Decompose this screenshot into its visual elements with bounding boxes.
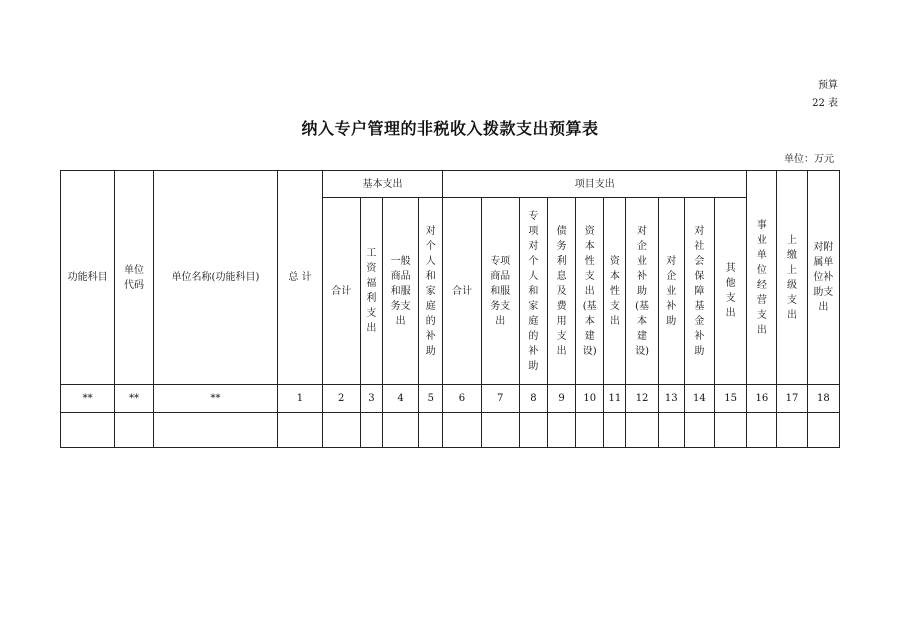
header-subsidiary-subsidy: 对附 属单 位补 助支 出 [807, 171, 839, 385]
header-project-social-security: 对 社 会 保 障 基 金 补 助 [684, 198, 714, 385]
column-number: 17 [777, 385, 807, 413]
table-cell [684, 413, 714, 448]
table-cell [547, 413, 575, 448]
header-function-subject: 功能科目 [61, 171, 115, 385]
header-project-personal-subsidy: 专 项 对 个 人 和 家 庭 的 补 助 [519, 198, 547, 385]
header-project-capital-infra: 资 本 性 支 出 (基 本 建 设) [576, 198, 604, 385]
header-project-total: 合计 [443, 198, 481, 385]
column-number: 4 [382, 385, 418, 413]
column-number: 2 [322, 385, 360, 413]
header-grand-total: 总 计 [278, 171, 322, 385]
header-project-expenditure: 项目支出 [443, 171, 747, 198]
column-number: 8 [519, 385, 547, 413]
table-cell [115, 413, 153, 448]
header-project-debt-interest: 债 务 利 息 及 费 用 支 出 [547, 198, 575, 385]
header-basic-expenditure: 基本支出 [322, 171, 443, 198]
table-cell [360, 413, 382, 448]
header-project-goods-services: 专项 商品 和服 务支 出 [481, 198, 519, 385]
table-cell [576, 413, 604, 448]
header-business-unit-operation: 事 业 单 位 经 营 支 出 [747, 171, 777, 385]
column-number: ** [115, 385, 153, 413]
table-cell [61, 413, 115, 448]
column-number: 18 [807, 385, 839, 413]
column-number: 14 [684, 385, 714, 413]
table-cell [278, 413, 322, 448]
unit-label: 单位：万元 [784, 154, 834, 165]
header-unit-name: 单位名称(功能科目) [153, 171, 278, 385]
header-basic-salary: 工 资 福 利 支 出 [360, 198, 382, 385]
table-cell [604, 413, 626, 448]
table-cell [419, 413, 443, 448]
header-project-capital: 资 本 性 支 出 [604, 198, 626, 385]
table-cell [382, 413, 418, 448]
column-number: 10 [576, 385, 604, 413]
table-cell [443, 413, 481, 448]
header-row-groups [61, 171, 840, 198]
table-cell [322, 413, 360, 448]
table-cell [658, 413, 684, 448]
table-cell [777, 413, 807, 448]
table-cell [153, 413, 278, 448]
column-number-row [61, 385, 840, 413]
table-row [61, 413, 840, 448]
header-unit-code: 单位 代码 [115, 171, 153, 385]
header-basic-personal-subsidy: 对 个 人 和 家 庭 的 补 助 [419, 198, 443, 385]
table-cell [626, 413, 658, 448]
column-number: 12 [626, 385, 658, 413]
table-cell [715, 413, 747, 448]
column-number: 11 [604, 385, 626, 413]
header-upper-level-remittance: 上 缴 上 级 支 出 [777, 171, 807, 385]
header-project-enterprise-infra: 对 企 业 补 助 (基 本 建 设) [626, 198, 658, 385]
column-number: 6 [443, 385, 481, 413]
column-number: 5 [419, 385, 443, 413]
column-number: 3 [360, 385, 382, 413]
table-number-label: 22 表 [812, 98, 838, 109]
header-project-enterprise: 对 企 业 补 助 [658, 198, 684, 385]
column-number: ** [153, 385, 278, 413]
header-project-other: 其 他 支 出 [715, 198, 747, 385]
column-number: 1 [278, 385, 322, 413]
column-number: 13 [658, 385, 684, 413]
table-cell [807, 413, 839, 448]
table-cell [747, 413, 777, 448]
column-number: 15 [715, 385, 747, 413]
column-number: ** [61, 385, 115, 413]
page-title: 纳入专户管理的非税收入拨款支出预算表 [301, 119, 599, 138]
column-number: 9 [547, 385, 575, 413]
table-cell [481, 413, 519, 448]
header-basic-goods-services: 一般 商品 和服 务支 出 [382, 198, 418, 385]
budget-table [60, 170, 840, 448]
table-cell [519, 413, 547, 448]
column-number: 7 [481, 385, 519, 413]
header-basic-total: 合计 [322, 198, 360, 385]
table-code-label: 预算 [818, 80, 838, 91]
column-number: 16 [747, 385, 777, 413]
